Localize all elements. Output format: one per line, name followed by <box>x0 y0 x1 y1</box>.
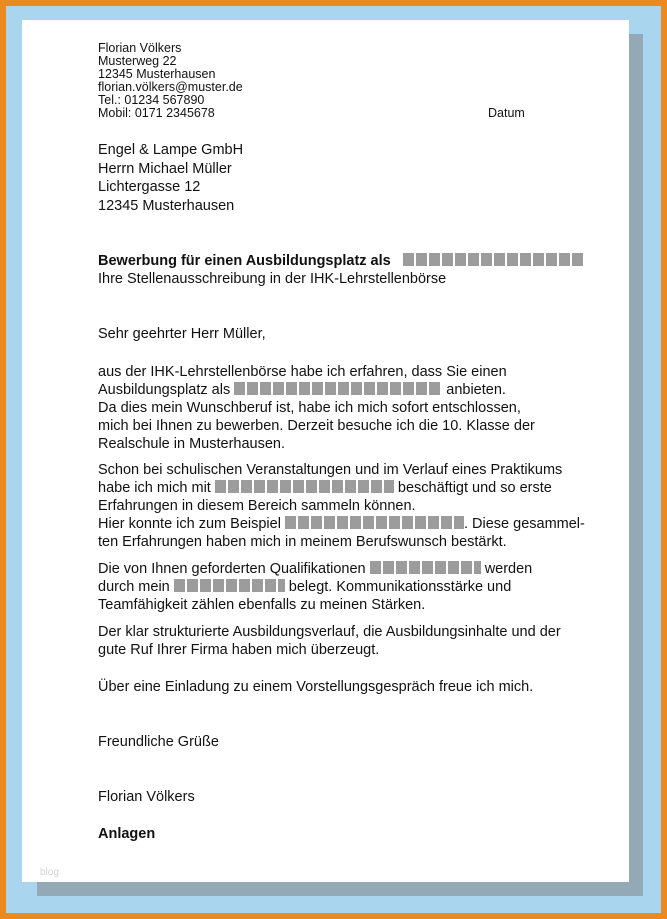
para3-line3: Teamfähigkeit zählen ebenfalls zu meinen Stärken. <box>98 597 426 613</box>
para1-line2 <box>98 381 506 399</box>
blank-placeholder <box>215 480 394 493</box>
watermark: blog <box>40 867 59 878</box>
recipient-block <box>98 141 243 215</box>
para3-line1 <box>98 560 532 578</box>
para2-text-a: habe ich mich mit <box>98 480 211 496</box>
blank-placeholder <box>174 579 285 592</box>
sender-email: florian.völkers@muster.de <box>98 80 243 94</box>
blank-placeholder <box>234 382 442 395</box>
attachments-label: Anlagen <box>98 826 156 842</box>
date-label: Datum <box>488 106 525 120</box>
blank-placeholder <box>285 516 464 529</box>
subject-text: Bewerbung für einen Ausbildungsplatz als <box>98 253 391 269</box>
sender-name: Florian Völkers <box>98 41 182 55</box>
blank-placeholder <box>403 253 583 266</box>
para2-line5: ten Erfahrungen haben mich in meinem Berufswunsch bestärkt. <box>98 534 507 550</box>
para2-line4 <box>98 515 585 533</box>
signature-name: Florian Völkers <box>98 789 195 805</box>
para1-line5: Realschule in Musterhausen. <box>98 436 285 452</box>
para5-line: Über eine Einladung zu einem Vorstellungsgespräch freue ich mich. <box>98 679 534 695</box>
para2-line1: Schon bei schulischen Veranstaltungen und im Verlauf eines Praktikums <box>98 462 563 478</box>
salutation: Sehr geehrter Herr Müller, <box>98 326 266 342</box>
para2-text-d: . Diese gesammel- <box>463 516 585 532</box>
para1-line1: aus der IHK-Lehrstellenbörse habe ich erfahren, dass Sie einen <box>98 364 507 380</box>
para2-line2 <box>98 479 552 497</box>
para1-text-b: anbieten. <box>446 382 506 398</box>
blank-placeholder <box>370 561 481 574</box>
recipient-city: 12345 Musterhausen <box>98 197 235 214</box>
para4-line2: gute Ruf Ihrer Firma haben mich überzeugt. <box>98 642 380 658</box>
para1-line4: mich bei Ihnen zu bewerben. Derzeit besuche ich die 10. Klasse der <box>98 418 535 434</box>
recipient-person: Herrn Michael Müller <box>98 160 232 177</box>
sender-street: Musterweg 22 <box>98 54 177 68</box>
sender-city: 12345 Musterhausen <box>98 67 216 81</box>
para4-line1: Der klar strukturierte Ausbildungsverlauf, die Ausbildungsinhalte und der <box>98 624 561 640</box>
para3-text-a: Die von Ihnen geforderten Qualifikationen <box>98 561 366 577</box>
recipient-street: Lichtergasse 12 <box>98 179 201 196</box>
para2-line3: Erfahrungen in diesem Bereich sammeln können. <box>98 498 416 514</box>
recipient-company: Engel & Lampe GmbH <box>98 142 244 158</box>
subject-line-1 <box>98 252 583 270</box>
subject-line-2: Ihre Stellenausschreibung in der IHK-Lehrstellenbörse <box>98 271 447 287</box>
para3-text-d: belegt. Kommunikationsstärke und <box>288 579 512 595</box>
para2-text-c: Hier konnte ich zum Beispiel <box>98 516 281 532</box>
para1-text-a: Ausbildungsplatz als <box>98 382 231 398</box>
para3-text-c: durch mein <box>98 579 170 595</box>
para3-line2 <box>98 578 511 596</box>
sender-mobil: Mobil: 0171 2345678 <box>98 106 215 120</box>
sender-block <box>98 42 243 120</box>
letter-page <box>22 20 629 882</box>
para3-text-b: werden <box>484 561 533 577</box>
sender-tel: Tel.: 01234 567890 <box>98 93 205 107</box>
closing: Freundliche Grüße <box>98 734 219 750</box>
para1-line3: Da dies mein Wunschberuf ist, habe ich mich sofort entschlossen, <box>98 400 521 416</box>
para2-text-b: beschäftigt und so erste <box>397 480 552 496</box>
